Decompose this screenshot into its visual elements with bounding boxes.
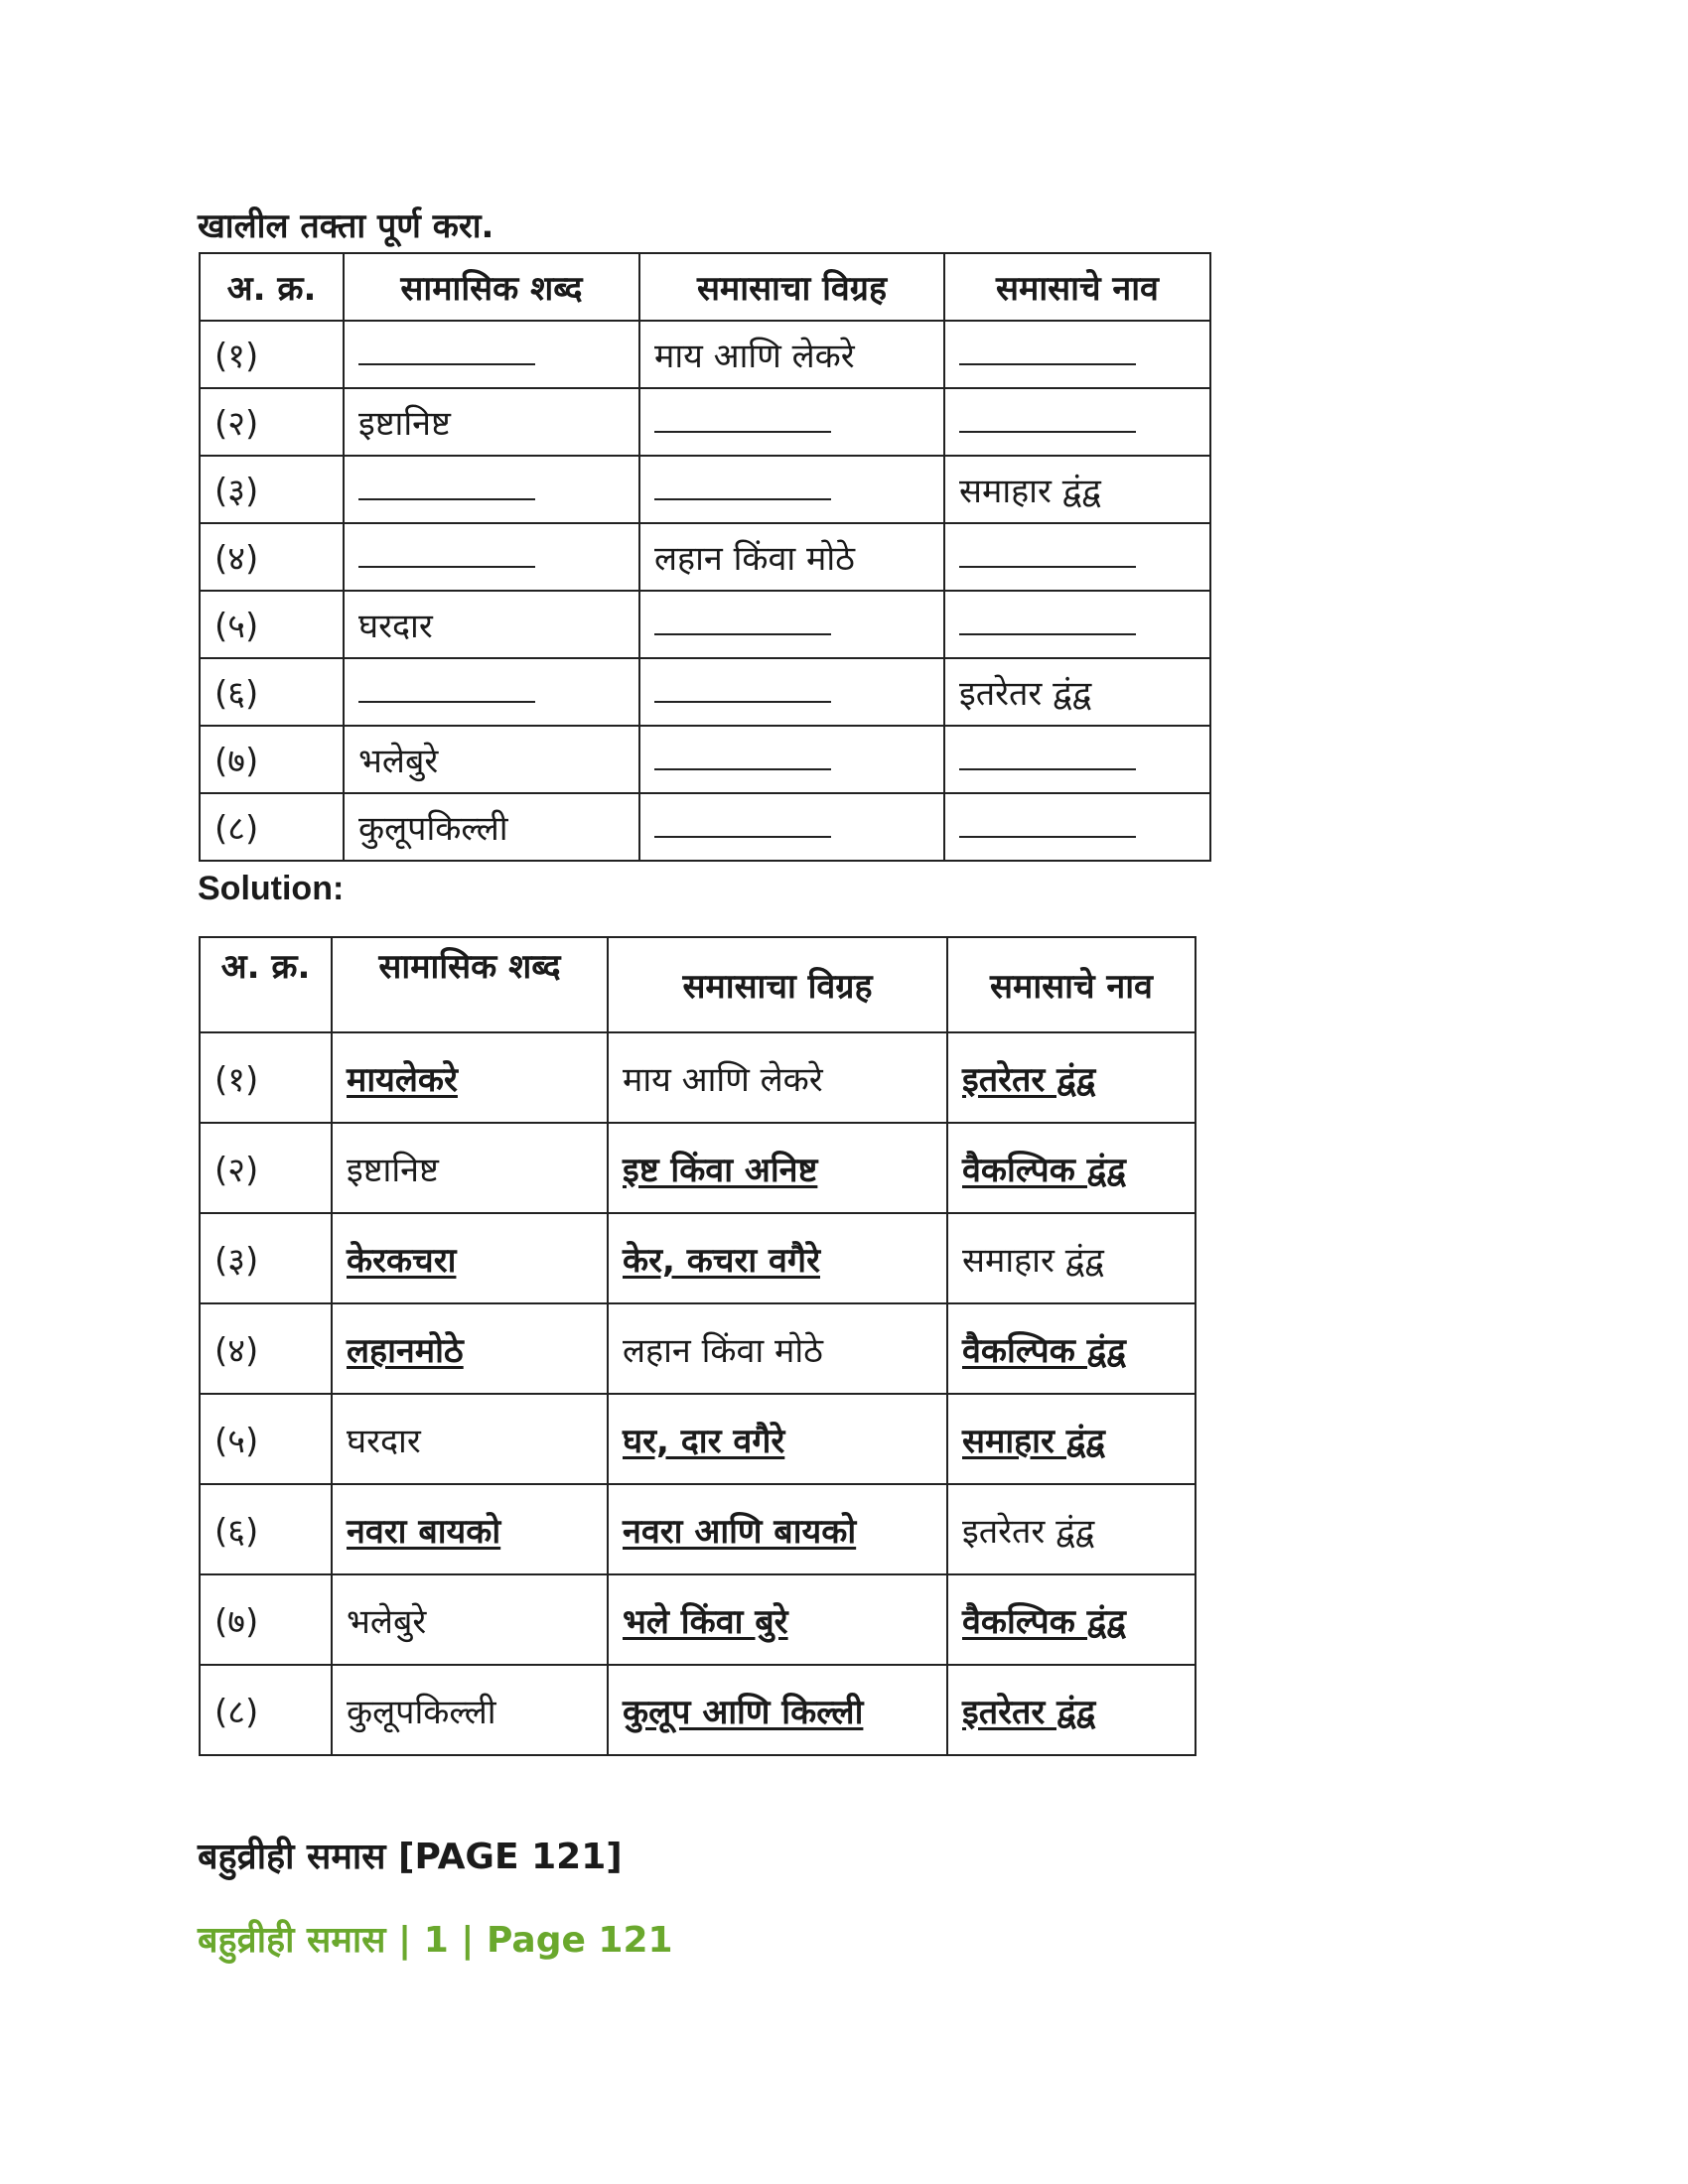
answer-cell: नवरा आणि बायको [608, 1484, 947, 1574]
fill-in-blank [654, 814, 831, 838]
header-compound-word: सामासिक शब्द [344, 253, 639, 321]
fill-in-blank [959, 341, 1136, 365]
fill-in-blank [654, 679, 831, 703]
exercise-row [200, 388, 1210, 456]
fill-in-blank [959, 612, 1136, 635]
fill-in-blank [654, 612, 831, 635]
serial-cell: (३) [200, 1213, 332, 1303]
given-cell: इतरेतर द्वंद्व [944, 658, 1210, 726]
header-samas-name: समासाचे नाव [944, 253, 1210, 321]
exercise-row [200, 321, 1210, 388]
blank-answer-cell [944, 591, 1210, 658]
serial-cell: (१) [200, 321, 344, 388]
exercise-row [200, 658, 1210, 726]
serial-cell: (८) [200, 1665, 332, 1755]
answer-cell: भले किंवा बुरे [608, 1574, 947, 1665]
blank-answer-cell [639, 726, 944, 793]
serial-cell: (७) [200, 1574, 332, 1665]
given-cell: लहान किंवा मोठे [608, 1303, 947, 1394]
exercise-row [200, 726, 1210, 793]
answer-cell: लहानमोठे [332, 1303, 608, 1394]
solution-label: Solution: [198, 870, 345, 907]
solution-row [200, 1394, 1196, 1484]
blank-answer-cell [944, 793, 1210, 861]
exercise-row [200, 523, 1210, 591]
solution-row [200, 1213, 1196, 1303]
given-cell: भलेबुरे [344, 726, 639, 793]
answer-cell: नवरा बायको [332, 1484, 608, 1574]
serial-cell: (६) [200, 658, 344, 726]
solution-header-samas-name: समासाचे नाव [947, 937, 1196, 1032]
answer-cell: केरकचरा [332, 1213, 608, 1303]
given-cell: भलेबुरे [332, 1574, 608, 1665]
serial-cell: (५) [200, 591, 344, 658]
blank-answer-cell [944, 726, 1210, 793]
fill-in-blank [654, 747, 831, 770]
answer-cell: घर, दार वगैरे [608, 1394, 947, 1484]
answer-cell: इष्ट किंवा अनिष्ट [608, 1123, 947, 1213]
blank-answer-cell [344, 658, 639, 726]
answer-cell: वैकल्पिक द्वंद्व [947, 1303, 1196, 1394]
solution-row [200, 1123, 1196, 1213]
serial-cell: (२) [200, 1123, 332, 1213]
serial-cell: (४) [200, 523, 344, 591]
solution-header-compound-word: सामासिक शब्द [332, 937, 608, 1032]
given-cell: घरदार [332, 1394, 608, 1484]
fill-in-blank [959, 747, 1136, 770]
solution-row [200, 1032, 1196, 1123]
blank-answer-cell [944, 523, 1210, 591]
answer-cell: कुलूप आणि किल्ली [608, 1665, 947, 1755]
solution-table-body [200, 1032, 1196, 1755]
next-section-link[interactable]: बहुव्रीही समास | 1 | Page 121 [198, 1920, 673, 1961]
blank-answer-cell [944, 388, 1210, 456]
given-cell: कुलूपकिल्ली [332, 1665, 608, 1755]
header-analysis: समासाचा विग्रह [639, 253, 944, 321]
answer-cell: इतरेतर द्वंद्व [947, 1032, 1196, 1123]
next-section-heading: बहुव्रीही समास [PAGE 121] [198, 1837, 623, 1877]
fill-in-blank [358, 477, 535, 500]
given-cell: कुलूपकिल्ली [344, 793, 639, 861]
given-cell: माय आणि लेकरे [639, 321, 944, 388]
given-cell: समाहार द्वंद्व [947, 1213, 1196, 1303]
fill-in-blank [959, 814, 1136, 838]
header-serial: अ. क्र. [200, 253, 344, 321]
given-cell: इष्टानिष्ट [344, 388, 639, 456]
solution-row [200, 1665, 1196, 1755]
blank-answer-cell [639, 793, 944, 861]
fill-in-blank [654, 409, 831, 433]
serial-cell: (२) [200, 388, 344, 456]
exercise-table [199, 252, 1211, 862]
exercise-row [200, 456, 1210, 523]
given-cell: समाहार द्वंद्व [944, 456, 1210, 523]
fill-in-blank [358, 544, 535, 568]
solution-header-analysis: समासाचा विग्रह [608, 937, 947, 1032]
given-cell: लहान किंवा मोठे [639, 523, 944, 591]
solution-row [200, 1484, 1196, 1574]
answer-cell: इतरेतर द्वंद्व [947, 1665, 1196, 1755]
serial-cell: (३) [200, 456, 344, 523]
exercise-row [200, 793, 1210, 861]
blank-answer-cell [639, 658, 944, 726]
given-cell: इतरेतर द्वंद्व [947, 1484, 1196, 1574]
fill-in-blank [959, 409, 1136, 433]
solution-table [199, 936, 1196, 1756]
solution-header-row [200, 937, 1196, 1032]
exercise-header-row [200, 253, 1210, 321]
serial-cell: (४) [200, 1303, 332, 1394]
answer-cell: मायलेकरे [332, 1032, 608, 1123]
solution-row [200, 1574, 1196, 1665]
solution-row [200, 1303, 1196, 1394]
fill-in-blank [358, 679, 535, 703]
fill-in-blank [358, 341, 535, 365]
blank-answer-cell [344, 456, 639, 523]
serial-cell: (७) [200, 726, 344, 793]
exercise-row [200, 591, 1210, 658]
fill-in-blank [959, 544, 1136, 568]
answer-cell: वैकल्पिक द्वंद्व [947, 1123, 1196, 1213]
serial-cell: (१) [200, 1032, 332, 1123]
exercise-instruction: खालील तक्ता पूर्ण करा. [198, 206, 494, 246]
serial-cell: (५) [200, 1394, 332, 1484]
given-cell: इष्टानिष्ट [332, 1123, 608, 1213]
blank-answer-cell [944, 321, 1210, 388]
answer-cell: वैकल्पिक द्वंद्व [947, 1574, 1196, 1665]
solution-header-serial: अ. क्र. [200, 937, 332, 1032]
answer-cell: केर, कचरा वगैरे [608, 1213, 947, 1303]
serial-cell: (८) [200, 793, 344, 861]
blank-answer-cell [344, 321, 639, 388]
blank-answer-cell [639, 591, 944, 658]
exercise-table-body [200, 321, 1210, 861]
blank-answer-cell [639, 456, 944, 523]
blank-answer-cell [639, 388, 944, 456]
serial-cell: (६) [200, 1484, 332, 1574]
answer-cell: समाहार द्वंद्व [947, 1394, 1196, 1484]
blank-answer-cell [344, 523, 639, 591]
given-cell: माय आणि लेकरे [608, 1032, 947, 1123]
fill-in-blank [654, 477, 831, 500]
given-cell: घरदार [344, 591, 639, 658]
